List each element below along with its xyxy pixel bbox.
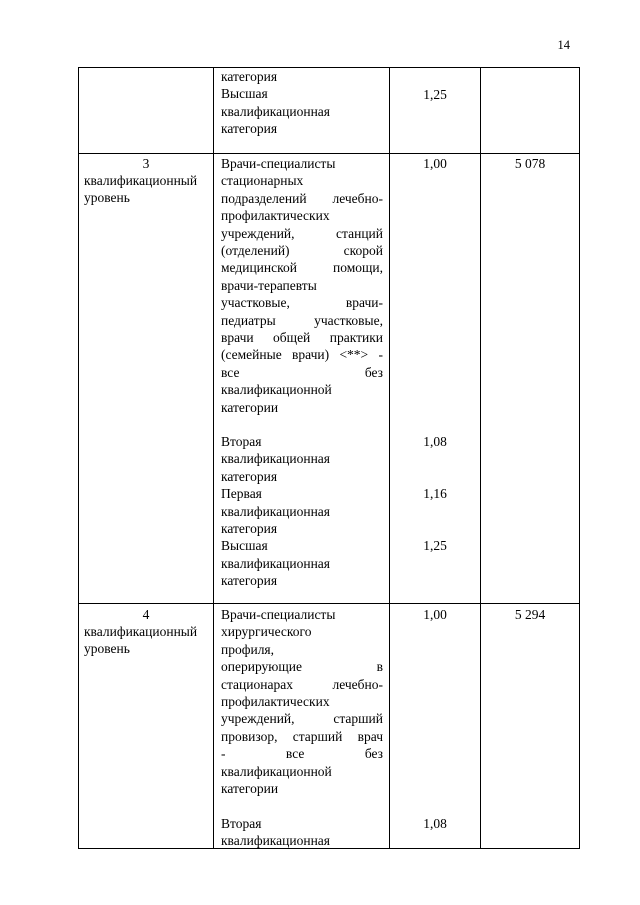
row1-level (79, 155, 213, 172)
text-line: профилактических (221, 208, 330, 224)
text-line: квалификационной (221, 763, 332, 779)
row1-level-text (84, 172, 212, 207)
text-line: стационарных (221, 173, 304, 189)
row2-level (79, 606, 213, 623)
text-line: профилактических (221, 694, 330, 710)
row2-grades (221, 815, 383, 850)
text-line: подразделений лечебно- (221, 190, 383, 206)
row1-base-coefficient: 1,00 (423, 156, 447, 171)
text-line: категории (221, 399, 279, 415)
grade-label-line: Высшая (221, 86, 268, 102)
row0-coefficient: 1,25 (423, 87, 447, 102)
text-line: хирургического (221, 624, 312, 640)
page-number: 14 (557, 38, 570, 52)
text-line: врачи общей практики (221, 330, 383, 346)
grade-label-line: квалификационная (221, 555, 330, 571)
grade-label-line: квалификационная (221, 103, 330, 119)
level-label: уровень (84, 641, 130, 657)
grade-label-line: категория (221, 121, 278, 137)
text-line: категории (221, 781, 279, 797)
text-line: все без (221, 364, 383, 380)
grade-label-line: Вторая (221, 434, 262, 449)
row1-grade-coefficient: 1,08 (423, 434, 447, 449)
grade-label-line: категория (221, 468, 278, 484)
text-line: стационарах лечебно- (221, 676, 383, 692)
grade-label-line: квалификационная (221, 451, 330, 467)
row1-salary: 5 078 (514, 156, 546, 171)
text-line: оперирующие в (221, 659, 383, 675)
row2-base-coefficient: 1,00 (423, 607, 447, 622)
grade-label-line: категория (221, 521, 278, 537)
row1-position (221, 155, 383, 416)
level-label: уровень (84, 190, 130, 206)
text-line: Врачи-специалисты (221, 607, 336, 622)
text-line: профиля, (221, 641, 275, 657)
text-line: учреждений, станций (221, 225, 383, 241)
text-line: - все без (221, 746, 383, 762)
row2-position (221, 606, 383, 797)
text-line: врачи-терапевты (221, 277, 317, 293)
level-number: 3 (142, 156, 150, 171)
row2-salary: 5 294 (514, 607, 546, 622)
grade-label-line: квалификационная (221, 833, 330, 849)
text-line: провизор, старший врач (221, 728, 383, 744)
text-line: (отделений) скорой (221, 243, 383, 259)
row1-grades (221, 433, 383, 590)
row1-grade-coefficient: 1,16 (423, 486, 447, 501)
grade-label-line: Первая (221, 486, 262, 502)
text-line: учреждений, старший (221, 711, 383, 727)
level-number: 4 (142, 607, 150, 622)
text-line: педиатры участковые, (221, 312, 383, 328)
text-line: категория (221, 69, 278, 84)
grade-label-line: Вторая (221, 816, 262, 831)
row1-grade-coefficient: 1,25 (423, 538, 447, 553)
text-line: (семейные врачи) <**> - (221, 347, 383, 363)
text-line: участковые, врачи- (221, 295, 383, 311)
text-line: Врачи-специалисты (221, 156, 336, 171)
grade-label-line: Высшая (221, 538, 268, 554)
level-label: квалификационный (84, 173, 198, 188)
row0-position (221, 68, 383, 138)
text-line: квалификационной (221, 382, 332, 398)
grade-label-line: квалификационная (221, 503, 330, 519)
grade-label-line: категория (221, 573, 278, 589)
row2-grade-coefficient: 1,08 (423, 816, 447, 831)
text-line: медицинской помощи, (221, 260, 383, 276)
level-label: квалификационный (84, 624, 198, 639)
row2-level-text (84, 623, 212, 658)
